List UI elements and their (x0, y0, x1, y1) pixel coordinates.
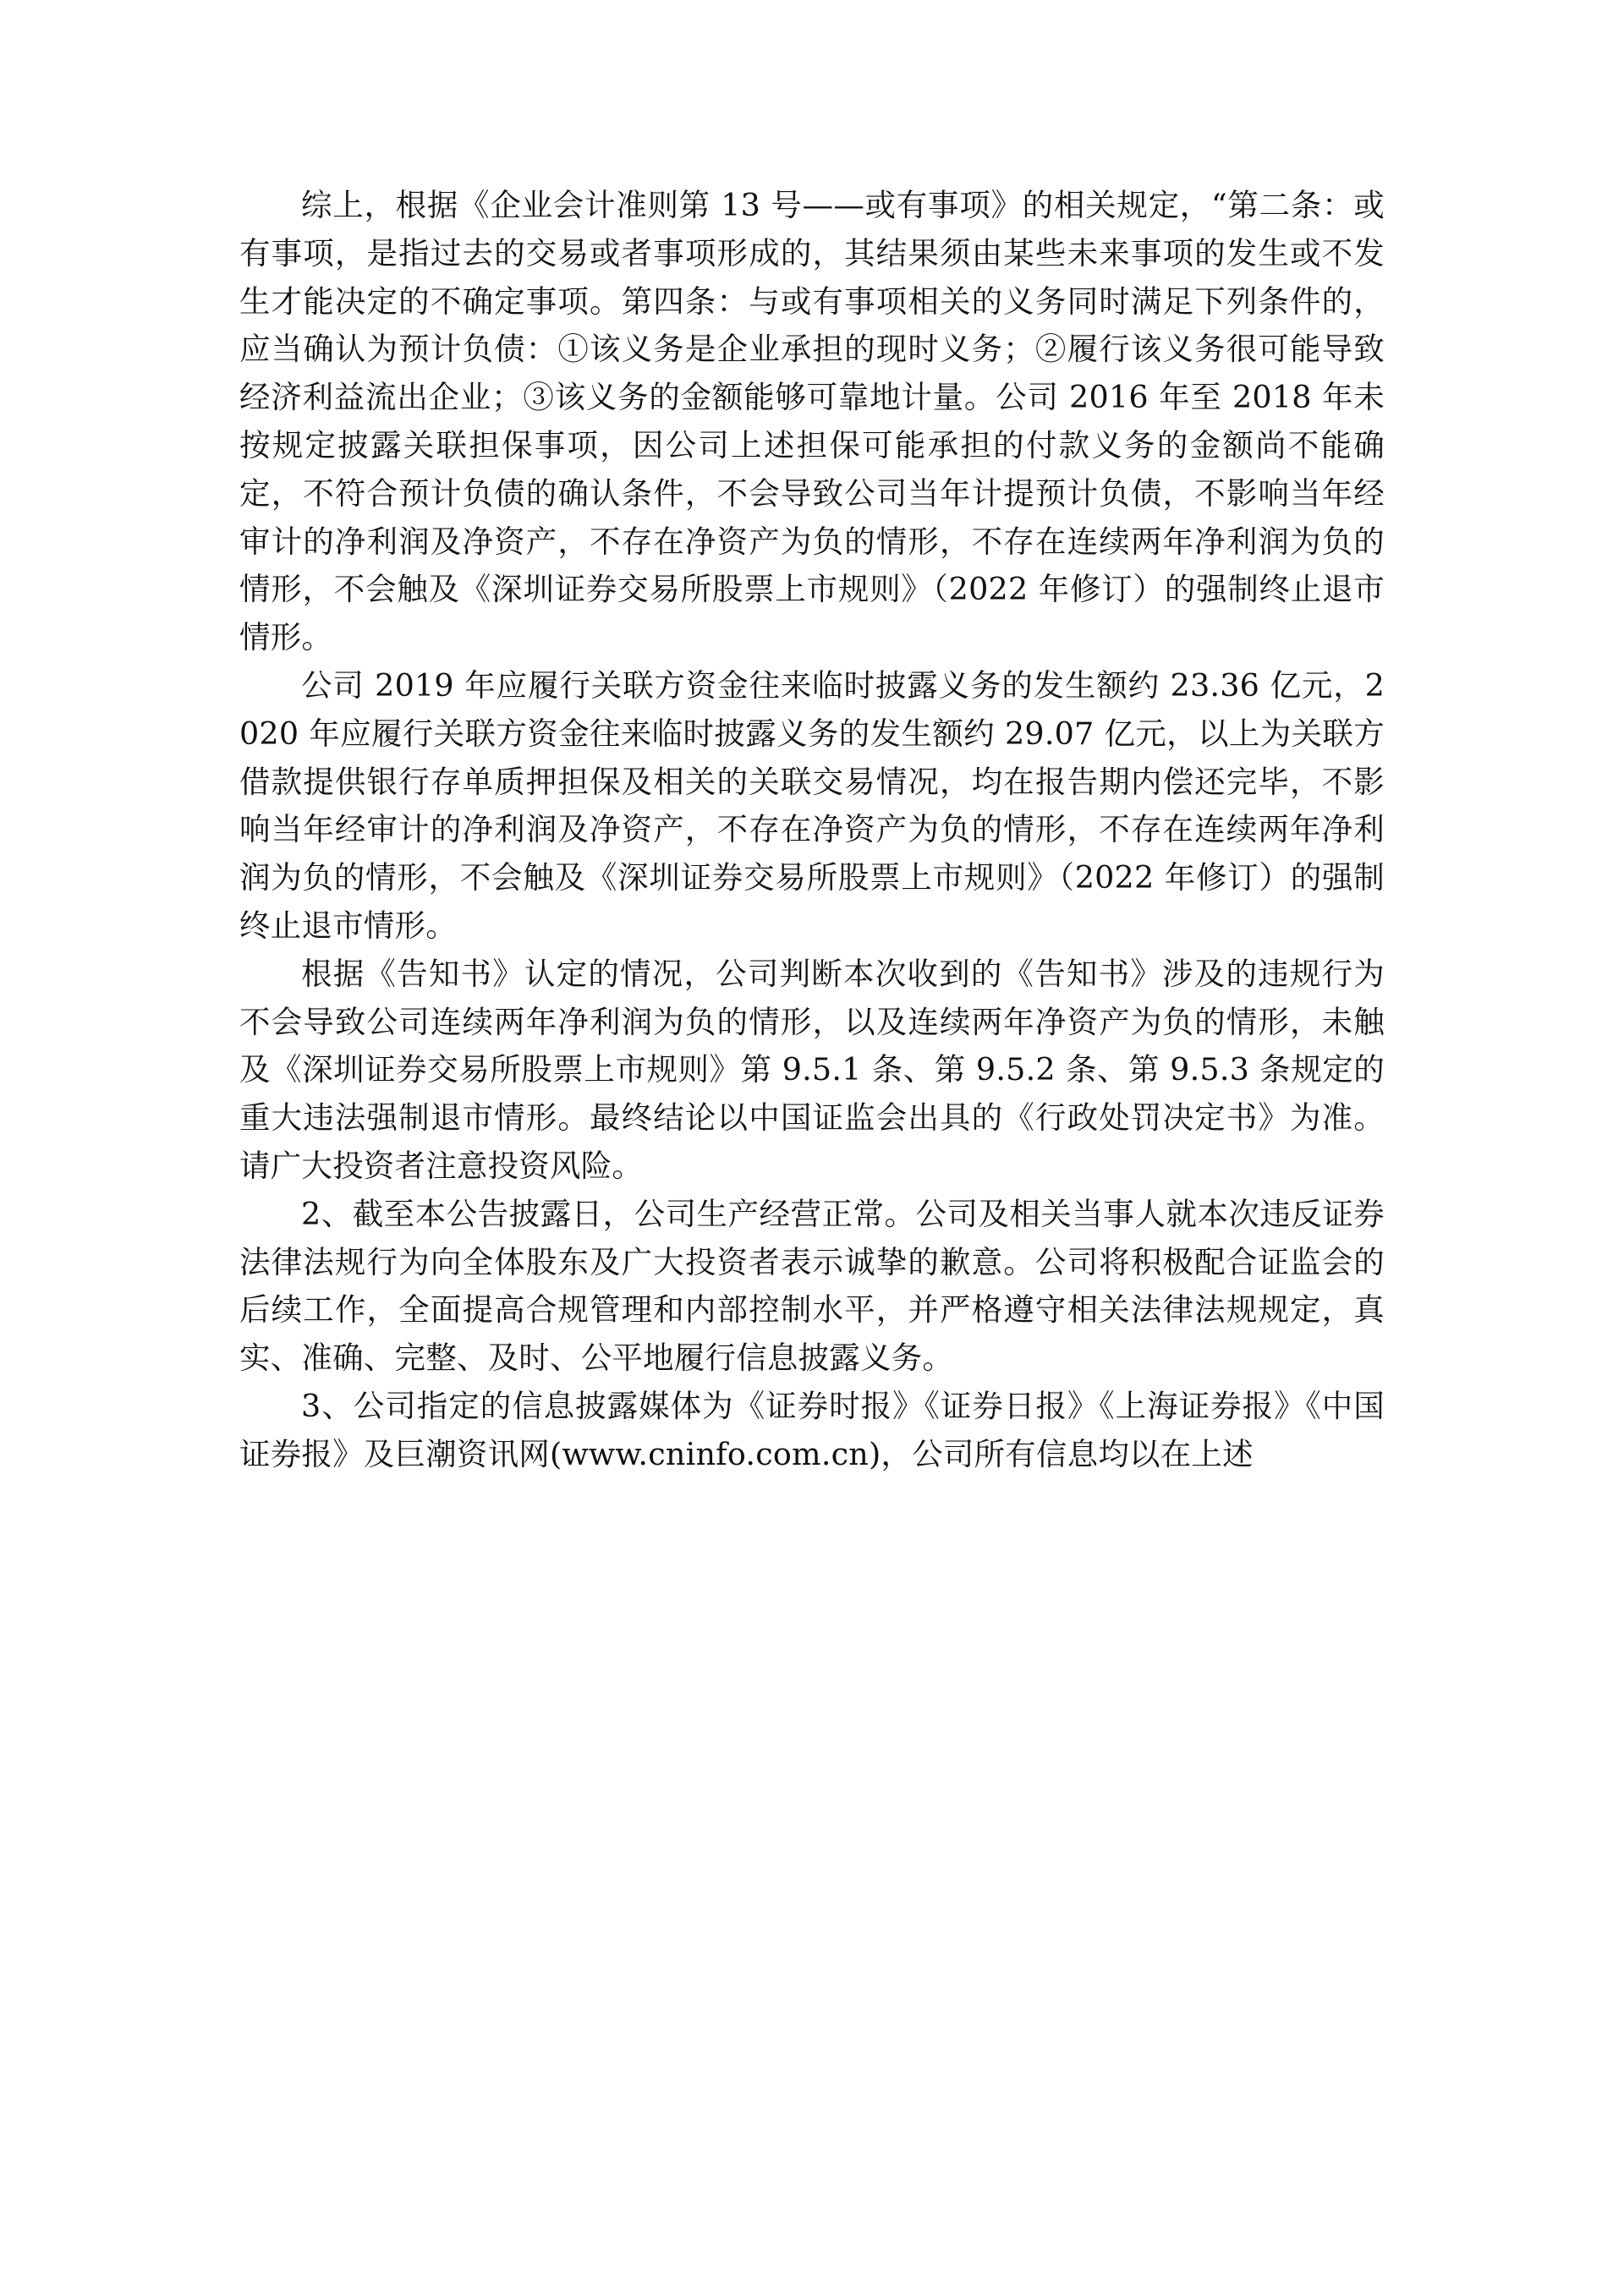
paragraph-notice-judgement: 根据《告知书》认定的情况，公司判断本次收到的《告知书》涉及的违规行为不会导致公司连续两年净利润为负的情形，以及连续两年净资产为负的情形，未触及《深圳证券交易所股票上市规则》第 9.5.1 条、第 9.5.2 条、第 9.5.3 条规定的重大违法强制退市情形。最终结论以中国证监会出具的《行政处罚决定书》为准。请广大投资者注意投资风险。 (239, 955, 1385, 1184)
paragraph-item-3-media: 3、公司指定的信息披露媒体为《证券时报》《证券日报》《上海证券报》《中国证券报》及巨潮资讯网(www.cninfo.com.cn)，公司所有信息均以在上述 (239, 1387, 1385, 1472)
document-body (239, 182, 1385, 1479)
paragraph-contingencies-standard: 综上，根据《企业会计准则第 13 号——或有事项》的相关规定，“第二条：或有事项，是指过去的交易或者事项形成的，其结果须由某些未来事项的发生或不发生才能决定的不确定事项。第四条：与或有事项相关的义务同时满足下列条件的，应当确认为预计负债：①该义务是企业承担的现时义务；②履行该义务很可能导致经济利益流出企业；③该义务的金额能够可靠地计量。公司 2016 年至 2018 年未按规定披露关联担保事项，因公司上述担保可能承担的付款义务的金额尚不能确定，不符合预计负债的确认条件，不会导致公司当年计提预计负债，不影响当年经审计的净利润及净资产，不存在净资产为负的情形，不存在连续两年净利润为负的情形，不会触及《深圳证券交易所股票上市规则》（2022 年修订）的强制终止退市情形。 (239, 187, 1385, 656)
paragraph-item-2-operations: 2、截至本公告披露日，公司生产经营正常。公司及相关当事人就本次违反证券法律法规行为向全体股东及广大投资者表示诚挚的歉意。公司将积极配合证监会的后续工作，全面提高合规管理和内部控制水平，并严格遵守相关法律法规规定，真实、准确、完整、及时、公平地履行信息披露义务。 (239, 1195, 1385, 1377)
paragraph-related-party-funds: 公司 2019 年应履行关联方资金往来临时披露义务的发生额约 23.36 亿元，2020 年应履行关联方资金往来临时披露义务的发生额约 29.07 亿元，以上为关联方借款提供银行存单质押担保及相关的关联交易情况，均在报告期内偿还完毕，不影响当年经审计的净利润及净资产，不存在净资产为负的情形，不存在连续两年净利润为负的情形，不会触及《深圳证券交易所股票上市规则》（2022 年修订）的强制终止退市情形。 (239, 666, 1385, 944)
